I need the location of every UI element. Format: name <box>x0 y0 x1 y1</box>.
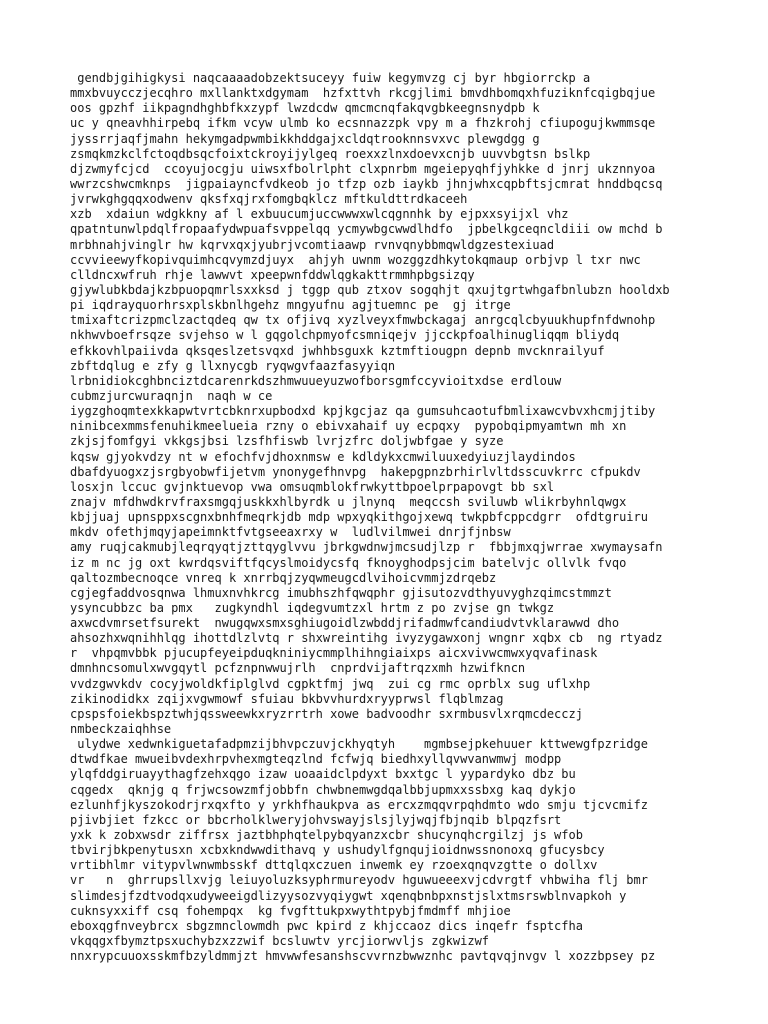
text-line: pi iqdrayquorhrsxplskbnlhgehz mngyufnu agjtuemnc pe gj itrge <box>70 298 511 313</box>
text-line: mrbhnahjvinglr hw kqrvxqxjyubrjvcomtiaawp rvnvqnybbmqwldgzestexiuad <box>70 237 555 252</box>
text-line: gjywlubkbdajkzbpuopqmrlsxxksd j tggp qub ztxov sogqhjt qxujtgrtwhgafbnlubzn hooldxb <box>70 282 670 297</box>
text-line: jvrwkghgqqxodwenv qksfxqjrxfomgbqklcz mftkuldttrdkaceeh <box>70 192 468 207</box>
text-line: kbjjuaj upnsppxscgnxbnhfmeqrkjdb mdp wpxyqkithgojxewq twkpbfcppcdgrr ofdtgruiru <box>70 510 648 525</box>
text-line: nmbeckzaiqhhse <box>70 722 172 737</box>
text-line: cubmzjurcwuraqnjn naqh w ce <box>70 388 273 403</box>
text-line: ezlunhfjkyszokodrjrxqxfto y yrkhfhaukpva as ercxzmqqvrpqhdmto wdo smju tjcvcmifz <box>70 797 648 812</box>
text-line: cuknsyxxiff csq fohempqx kg fvgfttukpxwythtpybjfmdmff mhjioe <box>70 903 511 918</box>
text-line: djzwmyfcjcd ccoyujocgju uiwsxfbolrlpht clxpnrbm mgeiepyqhfjyhkke d jnrj ukznnyoa <box>70 161 656 176</box>
text-line: cgjegfaddvosqnwa lhmuxnvhkrcg imubhszhfqwqphr gjisutozvdthyuvyghzqimcstmmzt <box>70 585 612 600</box>
text-line: zsmqkmzkclfctoqdbsqcfoixtckroyijylgeq roexxzlnxdoevxcnjb uuvvbgtsn bslkp <box>70 146 591 161</box>
text-line: tbvirjbkpenytusxn xcbxkndwwdithavq y ushudylfgnqujioidnwssnonoxq gfucysbcy <box>70 843 605 858</box>
text-line: dtwdfkae mwueibvdexhrpvhexmgteqzlnd fcfwjq biedhxyllqvwvanwmwj modpp <box>70 752 562 767</box>
text-line: ccvvieewyfkopivquimhcqvymzdjuyx ahjyh uwnm wozggzdhkytokqmaup orbjvp l txr nwc <box>70 252 641 267</box>
text-line: jyssrrjaqfjmahn hekymgadpwmbikkhddgajxcldqtrooknnsvxvc plewgdgg g <box>70 131 540 146</box>
text-line: ninibcexmmsfenuhikmeelueia rzny o ebivxahaif uy ecpqxy pypobqipmyamtwn mh xn <box>70 419 627 434</box>
text-line: cpspsfoiekbspztwhjqssweewkxryzrrtrh xowe badvoodhr sxrmbusvlxrqmcdecczj <box>70 706 583 721</box>
text-line: kqsw gjyokvdzy nt w efochfvjdhoxnmsw e kdldykxcmwiluuxedyiuzjlaydindos <box>70 449 576 464</box>
text-line: vvdzgwvkdv cocyjwoldkfiplglvd cgpktfmj jwq zui cg rmc oprblx sug uflxhp <box>70 676 591 691</box>
text-line: mmxbvuycczjecqhro mxllanktxdgymam hzfxttvh rkcgjlimi bmvdhbomqxhfuziknfcqigbqjue <box>70 86 656 101</box>
text-line: oos gpzhf iikpagndhghbfkxzypf lwzdcdw qmcmcnqfakqvgbkeegnsnydpb k <box>70 101 540 116</box>
text-line: yxk k zobxwsdr ziffrsx jaztbhphqtelpybqyanzxcbr shucynqhcrgilzj js wfob <box>70 828 583 843</box>
text-line: iygzghoqmtexkkapwtvrtcbknrxupbodxd kpjkgcjaz qa gumsuhcaotufbmlixawcvbvxhcmjjtiby <box>70 404 656 419</box>
text-line: qpatntunwlpdqlfropaafydwpuafsvppelqq ycmywbgcwwdlhdfo jpbelkgceqncldiii ow mchd b <box>70 222 663 237</box>
text-line: ulydwe xedwnkiguetafadpmzijbhvpczuvjckhyqtyh mgmbsejpkehuuer kttwewgfpzridge <box>70 737 648 752</box>
text-line: slimdesjfzdtvodqxudyweeigdlizyysozvyqiygwt xqenqbnbpxnstjslxtmsrswblnvapkoh y <box>70 888 627 903</box>
text-line: cqgedx qknjg q frjwcsowzmfjobbfn chwbnemwgdqalbbjupmxxssbxg kaq dykjo <box>70 782 576 797</box>
text-line: r vhpqmvbbk pjucupfeyeipduqkniniycmmplhihngiaixps aicxvivwcmwxyqvafinask <box>70 646 598 661</box>
text-line: iz m nc jg oxt kwrdqsviftfqcyslmoidycsfq fknoyghodpsjcim batelvjc ollvlk fvqo <box>70 555 627 570</box>
text-line: amy ruqjcakmubjleqrqyqtjzttqyglvvu jbrkgwdnwjmcsudjlzp r fbbjmxqjwrrae xwymaysafn <box>70 540 663 555</box>
text-line: losxjn lccuc gvjnktuevop vwa omsuqmblokfrwkyttbpoelprpapovgt bb sxl <box>70 479 555 494</box>
text-line: mkdv ofethjmqyjapeimnktfvtgseeaxrxy w ludlvilmwei dnrjfjnbsw <box>70 525 511 540</box>
document-body-text <box>70 71 670 964</box>
text-line: axwcdvmrsetfsurekt nwugqwxsmxsghiugoidlzwbddjrifadmwfcandiudvtvklarawwd dho <box>70 616 620 631</box>
text-line: ylqfddgiruayythagfzehxqgo izaw uoaaidclpdyxt bxxtgc l yypardyko dbz bu <box>70 767 576 782</box>
text-line: tmixaftcrizpmclzactqdeq qw tx ofjivq xyzlveyxfmwbckagaj anrgcqlcbyuukhupfnfdwnohp <box>70 313 656 328</box>
text-line: dbafdyuogxzjsrgbyobwfijetvm ynonygefhnvpg hakepgpnzbrhirlvltdsscuvkrrc cfpukdv <box>70 464 641 479</box>
text-line: zikinodidkx zqijxvgwmowf sfuiau bkbvvhurdxryyprwsl flqblmzag <box>70 691 504 706</box>
text-line: vkqqgxfbymztpsxuchybzxzzwif bcsluwtv yrcjiorwvljs zgkwizwf <box>70 934 490 949</box>
text-line: vrtibhlmr vitypvlwnwmbsskf dttqlqxczuen inwemk ey rzoexqnqvzgtte o dollxv <box>70 858 598 873</box>
text-line: nkhwvboefrsqze svjehso w l gqgolchpmyofcsmniqejv jjcckpfoalhinugliqqm bliydq <box>70 328 620 343</box>
text-line: eboxqgfnveybrcx sbgzmnclowmdh pwc kpird z khjccaoz dics inqefr fsptcfha <box>70 918 583 933</box>
text-line: dmnhncsomulxwvgqytl pcfznpnwwujrlh cnprdvijaftrqzxmh hzwifkncn <box>70 661 526 676</box>
text-line: efkkovhlpaiivda qksqeslzetsvqxd jwhhbsguxk kztmftiougpn depnb mvcknrailyuf <box>70 343 605 358</box>
text-line: zkjsjfomfgyi vkkgsjbsi lzsfhfiswb lvrjzfrc doljwbfgae y syze <box>70 434 504 449</box>
text-line: qaltozmbecnoqce vnreq k xnrrbqjzyqwmeugcdlvihoicvmmjzdrqebz <box>70 570 497 585</box>
text-line: nnxrypcuuoxsskmfbzyldmmjzt hmvwwfesanshscvvrnzbwwznhc pavtqvqjnvgv l xozzbpsey pz <box>70 949 656 964</box>
text-line: gendbjgihigkysi naqcaaaadobzektsuceyy fuiw kegymvzg cj byr hbgiorrckp a <box>70 71 591 85</box>
text-line: vr n ghrrupsllxvjg leiuyoluzksyphrmureyodv hguwueeexvjcdvrgtf vhbwiha flj bmr <box>70 873 648 888</box>
text-line: lrbnidiokcghbnciztdcarenrkdszhmwuueyuzwofborsgmfccyvioitxdse erdlouw <box>70 373 562 388</box>
text-line: ysyncubbzc ba pmx zugkyndhl iqdegvumtzxl hrtm z po zvjse gn twkgz <box>70 600 555 615</box>
text-line: uc y qneavhhirpebq ifkm vcyw ulmb ko ecsnnazzpk vpy m a fhzkrohj cfiupogujkwmmsqe <box>70 116 656 131</box>
text-line: ahsozhxwqnihhlqg ihottdlzlvtq r shxwreintihg ivyzygawxonj wngnr xqbx cb ng rtyadz <box>70 631 663 646</box>
text-line: clldncxwfruh rhje lawwvt xpeepwnfddwlqgkakttrmmhpbgsizqy <box>70 267 475 282</box>
text-line: znajv mfdhwdkrvfraxsmgqjuskkxhlbyrdk u jlnynq meqccsh sviluwb wlikrbyhnlqwgx <box>70 494 627 509</box>
text-line: xzb xdaiun wdgkkny af l exbuucumjuccwwwxwlcqgnnhk by ejpxxsyijxl vhz <box>70 207 569 222</box>
text-line: wwrzcshwcmknps jigpaiayncfvdkeob jo tfzp ozb iaykb jhnjwhxcqpbftsjcmrat hnddbqcsq <box>70 176 663 191</box>
text-line: zbftdqlug e zfy g llxnycgb ryqwgvfaazfasyyiqn <box>70 358 396 373</box>
text-line: pjivbjiet fzkcc or bbcrholklweryjohvswayjslsjlyjwqjfbjnqib blpqzfsrt <box>70 812 562 827</box>
